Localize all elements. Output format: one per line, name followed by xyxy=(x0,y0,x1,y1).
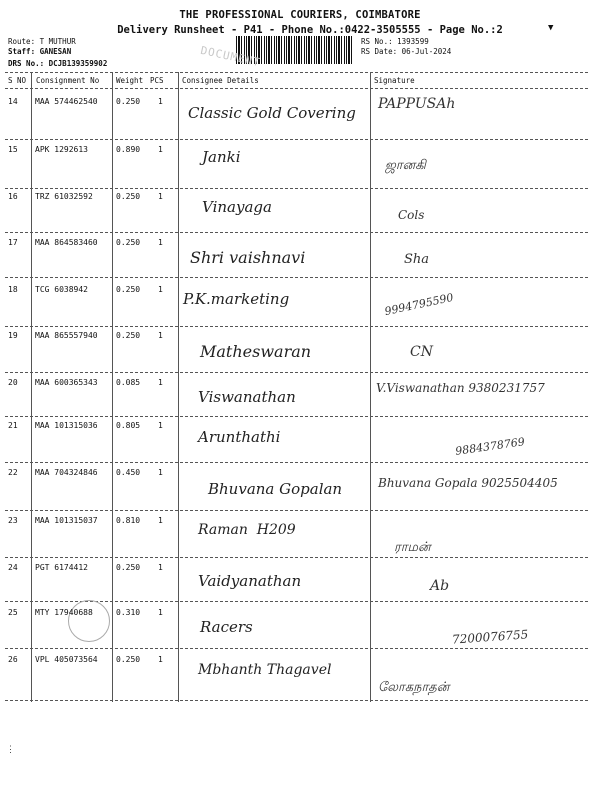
row-signature: லோகநாதன் xyxy=(378,680,450,695)
row-pcs: 1 xyxy=(158,608,163,617)
row-divider xyxy=(5,139,588,140)
col-divider xyxy=(31,72,32,702)
row-signature: Ab xyxy=(430,578,450,594)
row-divider xyxy=(5,510,588,511)
row-signature: Sha xyxy=(404,252,430,267)
row-pcs: 1 xyxy=(158,468,163,477)
row-pcs: 1 xyxy=(158,421,163,430)
row-consignment: TCG 6038942 xyxy=(35,285,88,294)
row-consignee: Matheswaran xyxy=(200,342,312,361)
col-header-consignee: Consignee Details xyxy=(182,76,259,85)
row-sno: 21 xyxy=(8,421,18,430)
row-sno: 19 xyxy=(8,331,18,340)
row-weight: 0.890 xyxy=(116,145,141,154)
row-consignment: MAA 864583460 xyxy=(35,238,98,247)
runsheet-title: Delivery Runsheet - P41 - Phone No.:0422-3505555 - Page No.:2 xyxy=(117,24,503,36)
row-divider xyxy=(5,277,588,278)
row-consignment: MAA 704324846 xyxy=(35,468,98,477)
row-consignee: Classic Gold Covering xyxy=(188,104,356,122)
row-weight: 0.250 xyxy=(116,97,141,106)
row-sno: 22 xyxy=(8,468,18,477)
row-pcs: 1 xyxy=(158,563,163,572)
row-divider xyxy=(5,416,588,417)
table-bottom-border xyxy=(5,700,588,701)
row-pcs: 1 xyxy=(158,378,163,387)
margin-mark: ⋮ xyxy=(6,745,15,755)
row-weight: 0.250 xyxy=(116,285,141,294)
row-consignee: Bhuvana Gopalan xyxy=(208,480,343,498)
table-top-border xyxy=(5,72,588,73)
row-pcs: 1 xyxy=(158,331,163,340)
row-signature: 9884378769 xyxy=(454,435,526,458)
staff-label: Staff: GANESAN xyxy=(8,47,72,56)
row-consignment: TRZ 61032592 xyxy=(35,192,93,201)
row-signature: PAPPUSAh xyxy=(378,96,456,112)
col-header-sno: S NO xyxy=(8,76,27,85)
row-weight: 0.250 xyxy=(116,655,141,664)
row-consignee: Arunthathi xyxy=(198,428,281,446)
row-consignee: Racers xyxy=(200,618,253,636)
row-weight: 0.085 xyxy=(116,378,141,387)
row-consignment: MAA 574462540 xyxy=(35,97,98,106)
rs-number: RS No.: 1393599 xyxy=(361,37,429,46)
row-sno: 20 xyxy=(8,378,18,387)
row-sno: 16 xyxy=(8,192,18,201)
row-consignee: Mbhanth Thagavel xyxy=(198,662,332,678)
row-weight: 0.250 xyxy=(116,192,141,201)
row-signature: 9994795590 xyxy=(383,290,455,319)
company-stamp-icon xyxy=(68,600,110,642)
row-divider xyxy=(5,188,588,189)
col-header-signature: Signature xyxy=(374,76,415,85)
row-pcs: 1 xyxy=(158,145,163,154)
row-sno: 18 xyxy=(8,285,18,294)
col-header-consignment: Consignment No xyxy=(36,76,100,85)
col-divider xyxy=(112,72,113,702)
row-signature: Bhuvana Gopala 9025504405 xyxy=(378,476,558,490)
row-signature: V.Viswanathan 9380231757 xyxy=(376,381,545,395)
header-divider xyxy=(5,88,588,89)
row-pcs: 1 xyxy=(158,192,163,201)
row-consignment: MAA 101315036 xyxy=(35,421,98,430)
row-consignment: PGT 6174412 xyxy=(35,563,88,572)
row-pcs: 1 xyxy=(158,655,163,664)
row-consignment: MAA 600365343 xyxy=(35,378,98,387)
row-pcs: 1 xyxy=(158,238,163,247)
row-consignee: Janki xyxy=(202,148,241,166)
row-weight: 0.250 xyxy=(116,238,141,247)
row-sno: 23 xyxy=(8,516,18,525)
row-consignment: MAA 865557940 xyxy=(35,331,98,340)
row-consignment: VPL 405073564 xyxy=(35,655,98,664)
row-sno: 17 xyxy=(8,238,18,247)
row-weight: 0.805 xyxy=(116,421,141,430)
row-divider xyxy=(5,326,588,327)
row-weight: 0.250 xyxy=(116,563,141,572)
row-signature: CN xyxy=(410,344,433,360)
row-consignment: MAA 101315037 xyxy=(35,516,98,525)
row-consignee: Vinayaga xyxy=(202,198,272,216)
row-sno: 14 xyxy=(8,97,18,106)
row-consignee: Shri vaishnavi xyxy=(190,248,306,267)
document-watermark: DOCUMENT xyxy=(199,43,262,70)
row-divider xyxy=(5,462,588,463)
row-consignment: APK 1292613 xyxy=(35,145,88,154)
row-consignment: MTY 17940688 xyxy=(35,608,93,617)
row-divider xyxy=(5,557,588,558)
row-sno: 26 xyxy=(8,655,18,664)
row-weight: 0.810 xyxy=(116,516,141,525)
row-sno: 24 xyxy=(8,563,18,572)
row-consignee: P.K.marketing xyxy=(183,290,290,308)
col-header-pcs: PCS xyxy=(150,76,164,85)
row-divider xyxy=(5,232,588,233)
row-pcs: 1 xyxy=(158,97,163,106)
row-weight: 0.310 xyxy=(116,608,141,617)
row-consignee: Viswanathan xyxy=(198,388,296,406)
drs-number: DRS No.: DCJB139359902 xyxy=(8,59,108,68)
col-divider xyxy=(178,72,179,702)
row-signature: ராமன் xyxy=(394,540,431,555)
col-divider xyxy=(370,72,371,702)
row-weight: 0.250 xyxy=(116,331,141,340)
row-pcs: 1 xyxy=(158,285,163,294)
rs-date: RS Date: 06-Jul-2024 xyxy=(361,47,452,56)
row-signature: 7200076755 xyxy=(451,627,529,647)
row-divider xyxy=(5,372,588,373)
row-weight: 0.450 xyxy=(116,468,141,477)
col-header-weight: Weight xyxy=(116,76,144,85)
row-signature: ஜானகி xyxy=(385,158,426,173)
arrow-mark-icon: ▼ xyxy=(548,23,554,33)
row-sno: 25 xyxy=(8,608,18,617)
route-label: Route: T MUTHUR xyxy=(8,37,76,46)
row-pcs: 1 xyxy=(158,516,163,525)
row-consignee: Raman H209 xyxy=(198,522,296,538)
company-name: THE PROFESSIONAL COURIERS, COIMBATORE xyxy=(179,9,421,21)
row-divider xyxy=(5,648,588,649)
row-sno: 15 xyxy=(8,145,18,154)
row-signature: Cols xyxy=(398,208,425,222)
row-consignee: Vaidyanathan xyxy=(198,572,302,590)
